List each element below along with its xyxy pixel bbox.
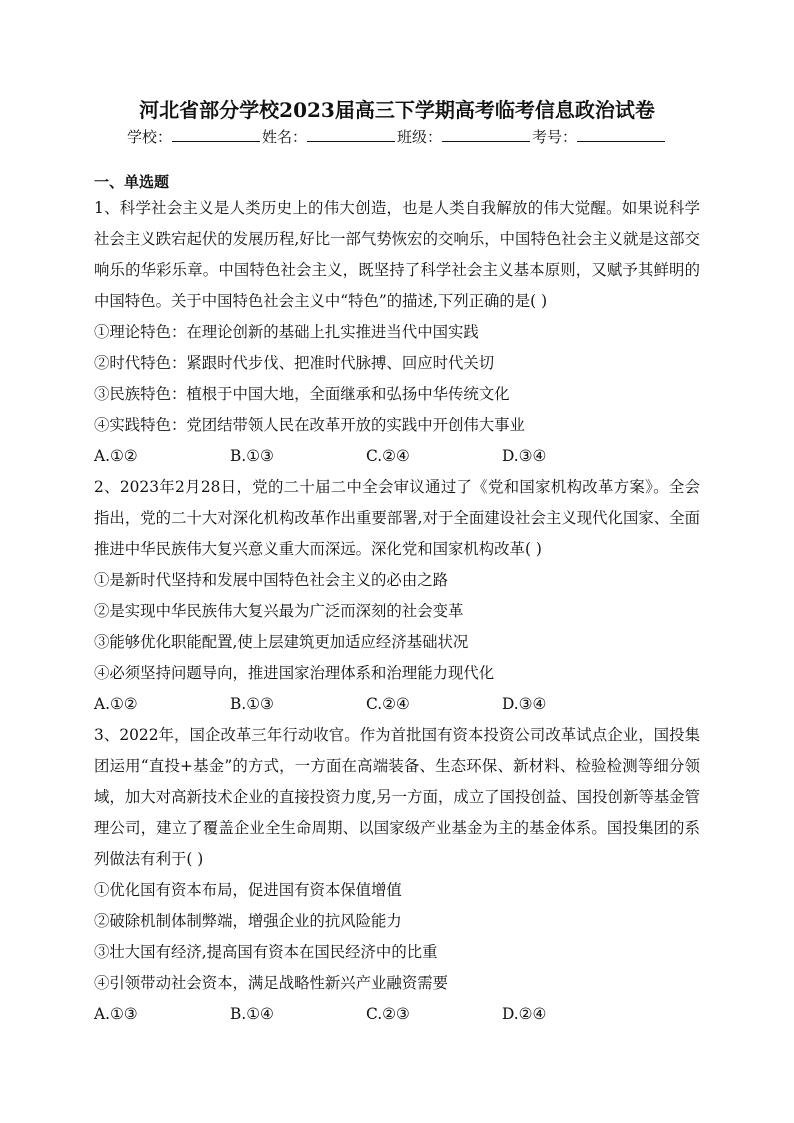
- answer-choices: [94, 999, 700, 1030]
- exam-title: 河北省部分学校2023届高三下学期高考临考信息政治试卷: [139, 98, 655, 122]
- statement-item: ③能够优化职能配置,使上层建筑更加适应经济基础状况: [94, 633, 469, 651]
- section-title: 一、单选题: [94, 173, 170, 191]
- statement-item: ②破除机制体制弊端，增强企业的抗风险能力: [94, 912, 402, 930]
- name-blank: [307, 127, 395, 142]
- class-blank: [442, 127, 530, 142]
- statement-item: ②是实现中华民族伟大复兴最为广泛而深刻的社会变革: [94, 602, 464, 620]
- choice-a: A.①②: [94, 447, 138, 465]
- class-field: [397, 125, 532, 149]
- school-label: 学校：: [126, 128, 172, 146]
- statement-item: ④实践特色：党团结带领人民在改革开放的实践中开创伟大事业: [94, 416, 525, 434]
- statement-item: ④必须坚持问题导向，推进国家治理体系和治理能力现代化: [94, 664, 495, 682]
- student-info-line: [94, 125, 700, 149]
- answer-choices: [94, 441, 700, 472]
- question-stem: 3、2022年，国企改革三年行动收官。作为首批国有资本投资公司改革试点企业，国投集团运用“直投+基金”的方式，一方面在高端装备、生态环保、新材料、检验检测等细分领域，加大对高新技术企业的直接投资力度,另一方面，成立了国投创益、国投创新等基金管理公司，建立了覆盖企业全生命周期、以国家级产业基金为主的基金体系。国投集团的系列做法有利于( ): [94, 726, 700, 868]
- choice-a: A.①③: [94, 1005, 138, 1023]
- choice-c: C.②④: [366, 447, 410, 465]
- question-3: [94, 720, 700, 1030]
- question-1: [94, 193, 700, 472]
- statement-item: ③壮大国有经济,提高国有资本在国民经济中的比重: [94, 943, 438, 961]
- answer-choices: [94, 689, 700, 720]
- statement-item: ②时代特色：紧跟时代步伐、把准时代脉搏、回应时代关切: [94, 354, 495, 372]
- name-label: 姓名：: [261, 128, 307, 146]
- choice-b: B.①③: [230, 447, 274, 465]
- statement-item: ①优化国有资本布局，促进国有资本保值增值: [94, 881, 402, 899]
- question-stem: 1、科学社会主义是人类历史上的伟大创造，也是人类自我解放的伟大觉醒。如果说科学社会主义跌宕起伏的发展历程,好比一部气势恢宏的交响乐，中国特色社会主义就是这部交响乐的华彩乐章。中国特色社会主义，既坚持了科学社会主义基本原则，又赋予其鲜明的中国特色。关于中国特色社会主义中“特色”的描述,下列正确的是( ): [94, 199, 700, 310]
- school-blank: [172, 127, 260, 142]
- choice-c: C.②④: [366, 695, 410, 713]
- statement-item: ④引领带动社会资本，满足战略性新兴产业融资需要: [94, 974, 448, 992]
- class-label: 班级：: [397, 128, 443, 146]
- exam-number-field: [532, 125, 667, 149]
- statement-item: ①是新时代坚持和发展中国特色社会主义的必由之路: [94, 571, 448, 589]
- statement-item: ①理论特色：在理论创新的基础上扎实推进当代中国实践: [94, 323, 479, 341]
- choice-a: A.①②: [94, 695, 138, 713]
- statement-item: ③民族特色：植根于中国大地，全面继承和弘扬中华传统文化: [94, 385, 510, 403]
- question-2: [94, 472, 700, 720]
- choice-b: B.①③: [230, 695, 274, 713]
- choice-d: D.②④: [502, 1005, 547, 1023]
- exam-number-label: 考号：: [532, 128, 578, 146]
- choice-b: B.①④: [230, 1005, 274, 1023]
- school-field: [127, 125, 262, 149]
- exam-number-blank: [577, 127, 665, 142]
- choice-d: D.③④: [502, 447, 547, 465]
- choice-d: D.③④: [502, 695, 547, 713]
- question-stem: 2、2023年2月28日，党的二十届二中全会审议通过了《党和国家机构改革方案》。全会指出，党的二十大对深化机构改革作出重要部署,对于全面建设社会主义现代化国家、全面推进中华民族伟大复兴意义重大而深远。深化党和国家机构改革( ): [94, 478, 700, 558]
- name-field: [262, 125, 397, 149]
- choice-c: C.②③: [366, 1005, 410, 1023]
